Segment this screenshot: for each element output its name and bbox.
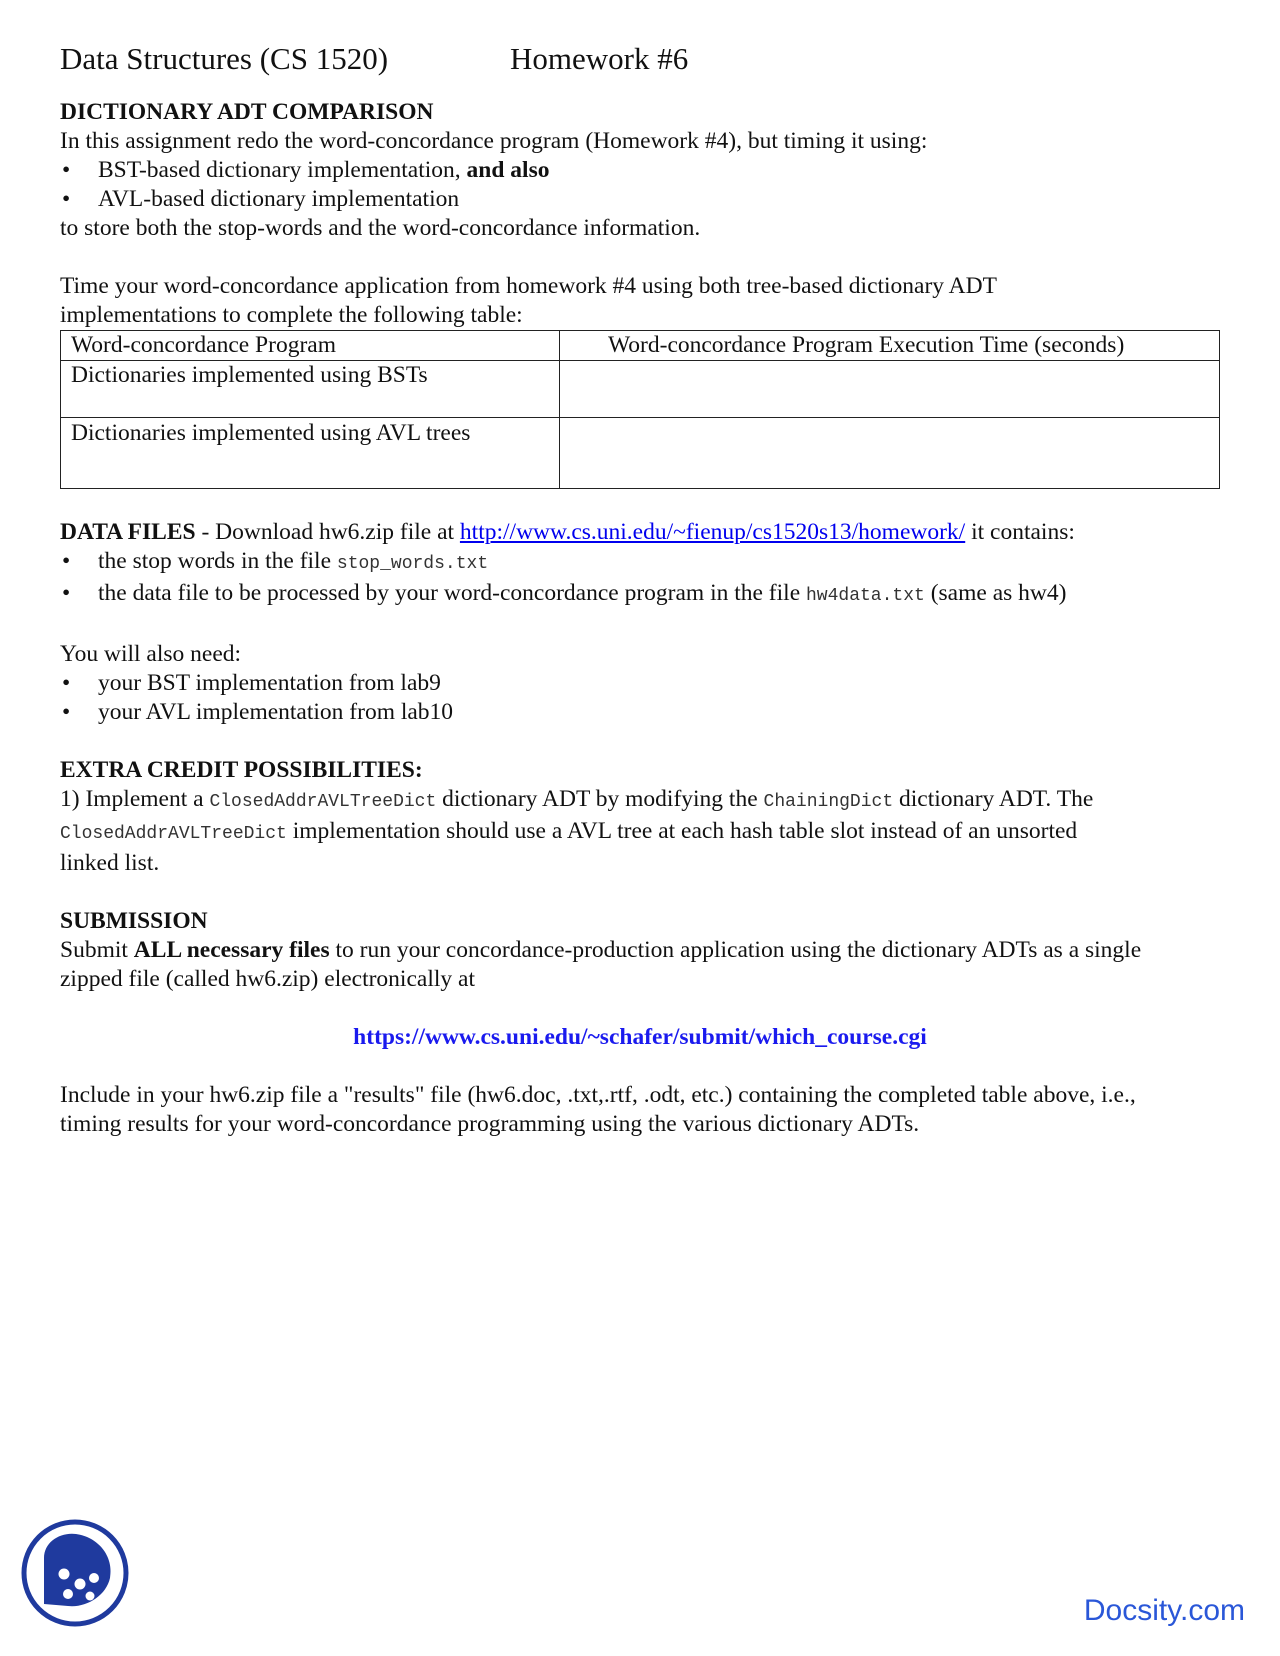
section-heading-submission: SUBMISSION (60, 908, 208, 934)
document-title (60, 40, 1220, 78)
table-header-cell: Word-concordance Program Execution Time (seconds) (560, 331, 1220, 361)
table-cell: Dictionaries implemented using BSTs (61, 361, 560, 418)
include-results-line: timing results for your word-concordance programming using the various dictionary ADTs. (60, 1111, 920, 1137)
section-heading-comparison: DICTIONARY ADT COMPARISON (60, 99, 434, 125)
data-files-paragraph: DATA FILES - Download hw6.zip file at http://www.cs.uni.edu/~fienup/cs1520s13/homework/ it contains: (60, 519, 1075, 545)
docsity-logo-icon (20, 1518, 130, 1628)
table-row (61, 418, 1220, 489)
include-results-line: Include in your hw6.zip file a "results" file (hw6.doc, .txt,.rtf, .odt, etc.) containing the completed table above, i.e., (60, 1082, 1136, 1108)
assignment-title: Homework #6 (510, 41, 689, 76)
table-cell-time[interactable] (560, 361, 1220, 418)
list-item: • your AVL implementation from lab10 (60, 698, 1220, 727)
list-item: • your BST implementation from lab9 (60, 669, 1220, 698)
document-page (60, 40, 1220, 1139)
filename: stop_words.txt (336, 554, 489, 574)
time-instruction-line: Time your word-concordance application from homework #4 using both tree-based dictionary ADT (60, 273, 997, 299)
timing-method-list (60, 156, 1220, 214)
also-need-list (60, 669, 1220, 727)
data-files-list (60, 547, 1220, 611)
list-item: • AVL-based dictionary implementation (60, 185, 1220, 214)
submission-paragraph: Submit ALL necessary files to run your concordance-production application using the dictionary ADTs as a single zipped file (called hw6.zip) electronically at (60, 937, 1142, 992)
intro-paragraph: In this assignment redo the word-concordance program (Homework #4), but timing it using: (60, 128, 928, 154)
homework-download-link[interactable]: http://www.cs.uni.edu/~fienup/cs1520s13/homework/ (459, 519, 966, 545)
list-item: • BST-based dictionary implementation, and also (60, 156, 1220, 185)
docsity-watermark[interactable]: Docsity.com (1083, 1594, 1245, 1627)
section-heading-data-files: DATA FILES (60, 519, 196, 545)
class-name: ClosedAddrAVLTreeDict (60, 824, 287, 844)
list-item: • the stop words in the file stop_words.txt (60, 547, 1220, 579)
table-cell-time[interactable] (560, 418, 1220, 489)
list-item: • the data file to be processed by your word-concordance program in the file hw4data.txt (same as hw4) (60, 579, 1220, 611)
table-header-cell: Word-concordance Program (61, 331, 560, 361)
time-instruction-line: implementations to complete the following table: (60, 302, 523, 328)
timing-results-table (60, 330, 1220, 489)
table-header-row (61, 331, 1220, 361)
class-name: ClosedAddrAVLTreeDict (209, 792, 437, 812)
storage-paragraph: to store both the stop-words and the word-concordance information. (60, 215, 701, 241)
extra-credit-paragraph: 1) Implement a ClosedAddrAVLTreeDict dictionary ADT by modifying the ChainingDict dictionary ADT. The ClosedAddrAVLTreeDict implementation should use a AVL tree at each hash table slot instead of an unsorted linked list. (60, 786, 1094, 876)
section-heading-extra-credit: EXTRA CREDIT POSSIBILITIES: (60, 757, 423, 783)
class-name: ChainingDict (763, 792, 894, 812)
table-row (61, 361, 1220, 418)
course-title: Data Structures (CS 1520) (60, 41, 389, 76)
filename: hw4data.txt (806, 586, 925, 606)
also-need-intro: You will also need: (60, 641, 242, 667)
table-cell: Dictionaries implemented using AVL trees (61, 418, 560, 489)
submission-link[interactable]: https://www.cs.uni.edu/~schafer/submit/which_course.cgi (353, 1024, 927, 1050)
